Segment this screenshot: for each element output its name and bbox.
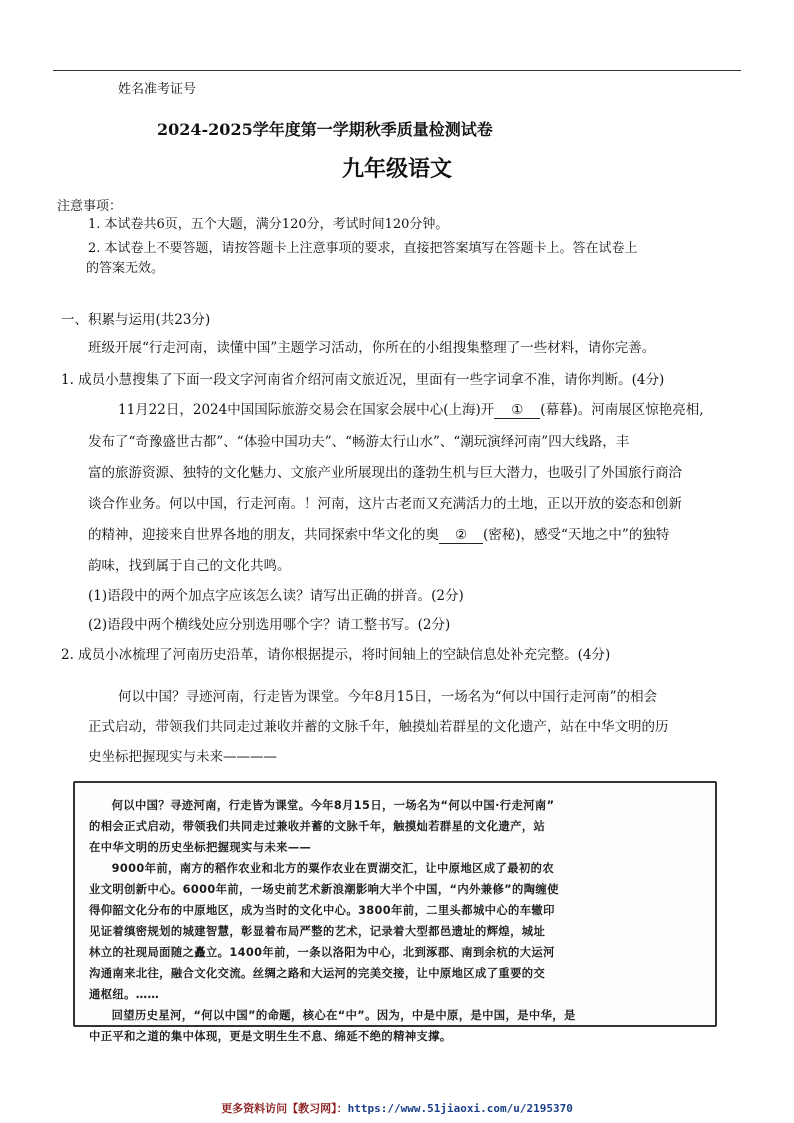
question-1-stem: 1. 成员小慧搜集了下面一段文字河南省介绍河南文旅近况，里面有一些字词拿不准，请你判断。(4分) [61,372,665,388]
section-1-heading: 一、积累与运用(共23分) [61,312,211,328]
subject-title: 九年级语文 [341,156,452,182]
notice-item-2: 2. 本试卷上不要答题，请按答题卡上注意事项的要求，直接把答案填写在答题卡上。答在试卷上 [88,241,638,256]
scan-line: 的相会正式启动，带领我们共同走过兼收并蓄的文脉千年，触摸灿若群星的文化遗产，站 [89,820,546,833]
blank-1: ① [494,402,540,419]
q1-passage-line-5 [88,523,669,544]
q1-subquestion-1: (1)语段中的两个加点字应该怎么读？请写出正确的拼音。(2分) [88,588,464,604]
q1-passage-line-2: 发布了“奇豫盛世古都”、“体验中国功夫”、“畅游太行山水”、“潮玩演绎河南”四大线路，丰 [88,434,630,450]
q1-line1-a: 11月22日，2024中国国际旅游交易会在国家会展中心(上海)开 [118,402,495,418]
q1-line1-b: (幕暮)。河南展区惊艳亮相, [540,402,704,418]
q1-passage-line-4: 谈合作业务。何以中国，行走河南。！河南，这片古老而又充满活力的土地，正以开放的姿态和创新 [88,496,682,512]
scanned-text-body [89,795,701,1047]
scan-line: 在中华文明的历史坐标把握现实与未来—— [89,841,312,854]
scan-line: 得仰韶文化分布的中原地区，成为当时的文化中心。3800年前，二里头都城中心的车辙印 [89,904,555,917]
notice-item-1: 1. 本试卷共6页，五个大题，满分120分，考试时间120分钟。 [88,217,449,232]
section-1-intro: 班级开展“行走河南，读懂中国”主题学习活动，你所在的小组搜集整理了一些材料，请你完善。 [88,340,656,356]
scan-line: 回望历史星河，“何以中国”的命题，核心在“中”。因为，中是中原，是中国，是中华，是 [111,1009,576,1022]
footer-label: 更多资料访问【教习网】： [221,1102,348,1115]
q1-line5-b: (密秘)，感受“天地之中”的独特 [483,527,670,543]
q2-paragraph-line-2: 正式启动，带领我们共同走过兼收并蓄的文脉千年，触摸灿若群星的文化遗产，站在中华文明的历 [88,719,669,735]
footer [0,1100,794,1116]
scan-line: 业文明创新中心。6000年前，一场史前艺术新浪潮影响大半个中国，“内外兼修”的陶缠使 [89,883,559,896]
q1-subquestion-2: (2)语段中两个横线处应分别选用哪个字？请工整书写。(2分) [88,617,451,633]
notice-item-2-cont: 的答案无效。 [86,261,165,276]
scan-line: 何以中国？寻迹河南，行走皆为课堂。今年8月15日，一场名为“何以中国·行走河南” [111,799,555,812]
q1-line5-a: 的精神，迎接来自世界各地的朋友，共同探索中华文化的奥 [88,527,439,543]
scan-line: 沟通南来北往，融合文化交流。丝绸之路和大运河的完美交接，让中原地区成了重要的交 [89,967,546,980]
scanned-text-box [73,781,717,1043]
footer-link[interactable]: https://www.51jiaoxi.com/u/2195370 [347,1102,573,1115]
notice-title: 注意事项： [57,199,123,214]
q2-paragraph-line-1: 何以中国？寻迹河南，行走皆为课堂。今年8月15日，一场名为“何以中国行走河南”的相会 [118,689,658,705]
q1-passage-line-6: 韵味，找到属于自己的文化共鸣。 [88,558,291,574]
q1-passage-line-1 [118,398,704,419]
scan-line: 9000年前，南方的稻作农业和北方的粟作农业在贾湖交汇，让中原地区成了最初的农 [111,862,555,875]
question-2-stem: 2. 成员小冰梳理了河南历史沿革，请你根据提示，将时间轴上的空缺信息处补充完整。(4分) [61,647,611,663]
blank-2: ② [439,527,483,544]
scan-line: 通枢纽。…… [89,988,160,1001]
q1-passage-line-3: 富的旅游资源、独特的文化魅力、文旅产业所展现出的蓬勃生机与巨大潜力，也吸引了外国旅行商洽 [88,465,682,481]
q2-paragraph-line-3: 史坐标把握现实与未来———— [88,749,277,765]
scan-line: 中正平和之道的集中体现，更是文明生生不息、绵延不绝的精神支撑。 [89,1030,452,1043]
candidate-info-line: 姓名准考证号 [118,82,197,97]
top-rule [53,70,741,71]
scan-line: 林立的社现局面随之矗立。1400年前，一条以洛阳为中心，北到涿郡、南到余杭的大运河 [89,946,555,959]
exam-title: 2024-2025学年度第一学期秋季质量检测试卷 [157,120,493,139]
scan-line: 见证着缜密规划的城建智慧，彰显着布局严整的艺术，记录着大型都邑遗址的辉煌，城址 [89,925,546,938]
